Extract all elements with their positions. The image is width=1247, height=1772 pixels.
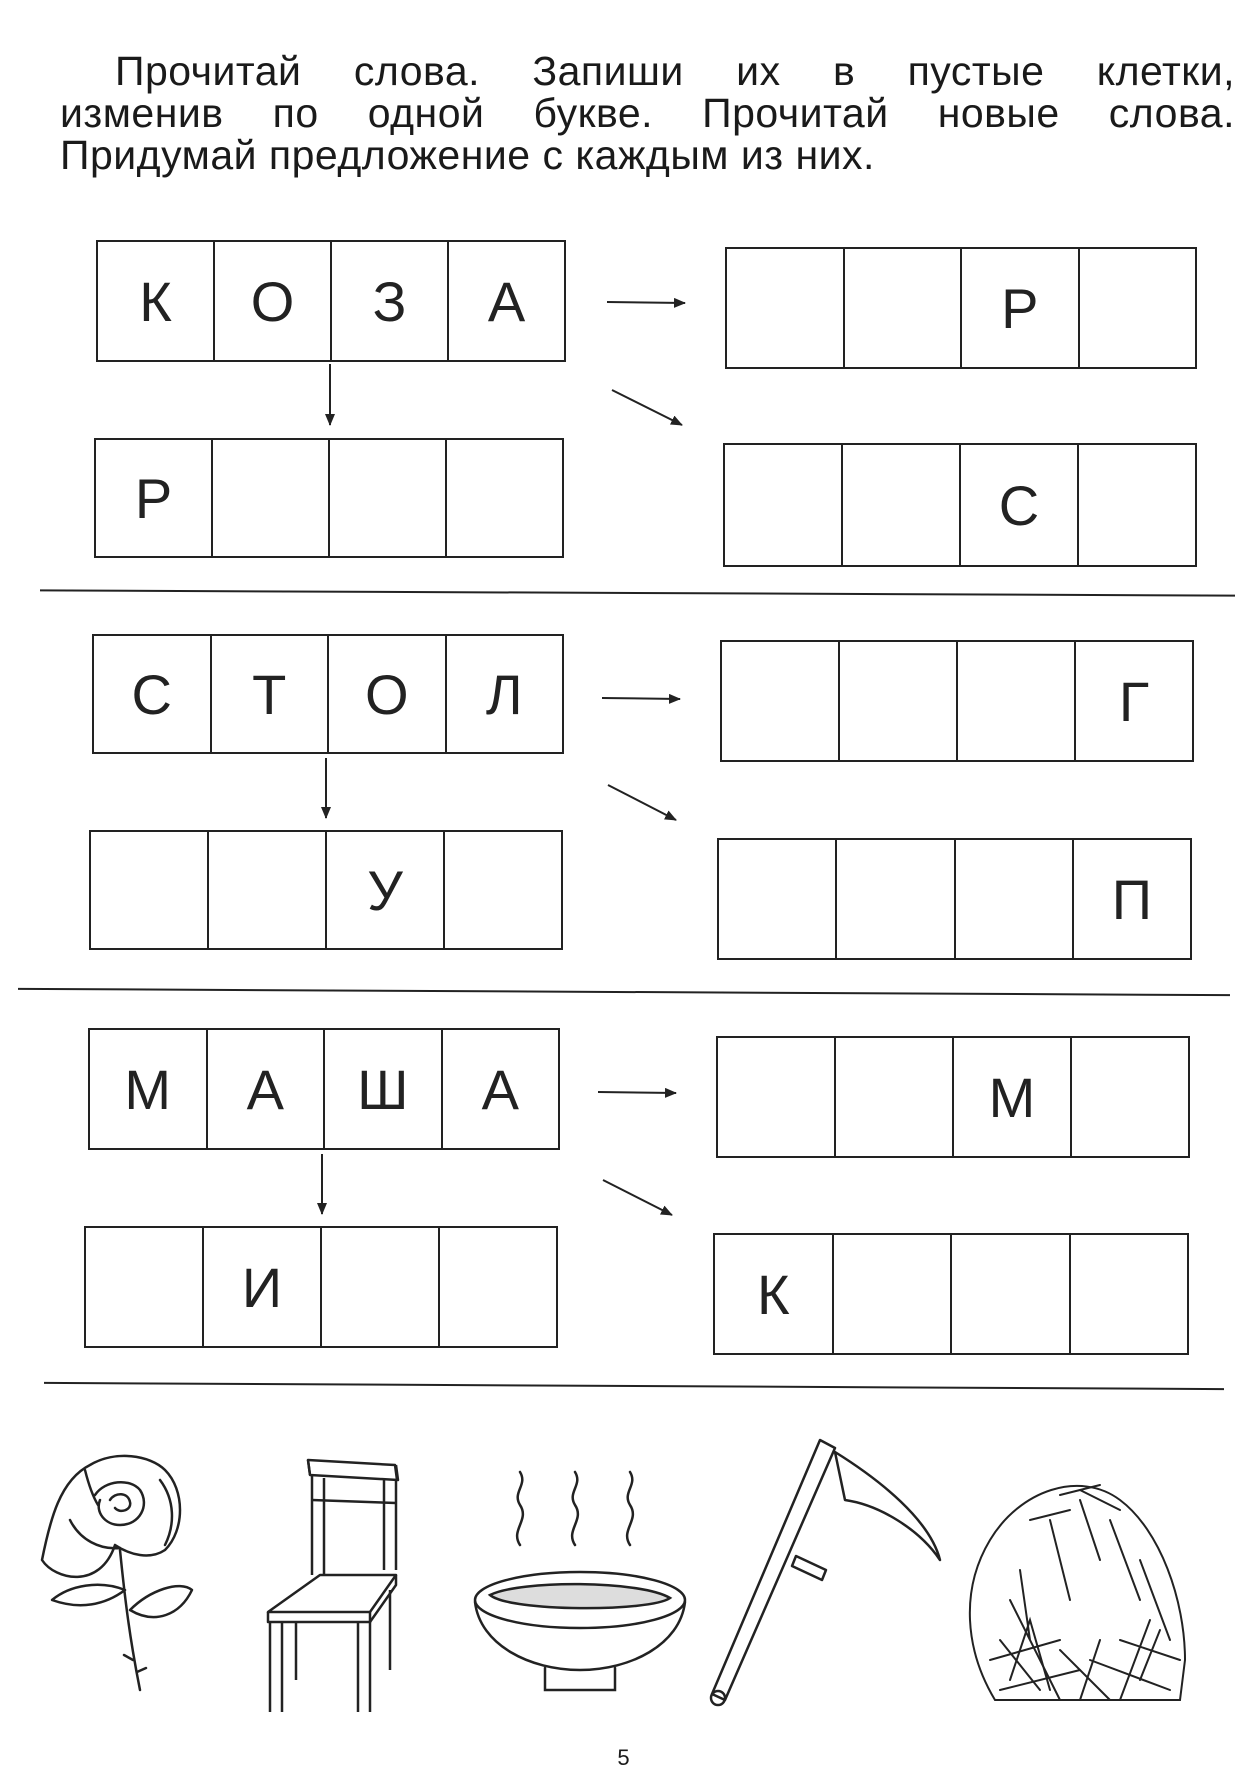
scythe-icon: [711, 1440, 940, 1705]
cell[interactable]: Р: [96, 440, 213, 556]
cell: С: [94, 636, 212, 752]
page-number: 5: [617, 1745, 630, 1770]
cell[interactable]: С: [961, 445, 1079, 565]
cell[interactable]: Г: [1118, 669, 1150, 733]
cell[interactable]: К: [715, 1235, 834, 1353]
cell: Л: [485, 662, 523, 726]
cell: Т: [212, 636, 330, 752]
instruction-line-2: изменив по одной букве. Прочитай новые слова.: [60, 90, 1235, 136]
cell[interactable]: И: [204, 1228, 322, 1346]
rose-icon: [42, 1456, 192, 1690]
cell: К: [98, 242, 215, 360]
cell: А: [487, 269, 526, 333]
cell[interactable]: Р: [962, 249, 1080, 367]
cell: О: [215, 242, 332, 360]
cell: З: [332, 242, 449, 360]
cell: О: [329, 636, 447, 752]
instruction-line-1: Прочитай слова. Запиши их в пустые клетки,: [115, 48, 1235, 94]
bowl-icon: [475, 1472, 685, 1690]
instruction-line-3: Придумай предложение с каждым из них.: [60, 132, 875, 178]
cell[interactable]: П: [1111, 867, 1152, 931]
haystack-icon: [970, 1485, 1185, 1700]
cell[interactable]: У: [327, 832, 445, 948]
cell: Ш: [325, 1030, 443, 1148]
cell: А: [481, 1057, 519, 1121]
cell[interactable]: М: [954, 1038, 1072, 1156]
cell: М: [90, 1030, 208, 1148]
chair-icon: [268, 1460, 398, 1712]
cell: А: [208, 1030, 326, 1148]
